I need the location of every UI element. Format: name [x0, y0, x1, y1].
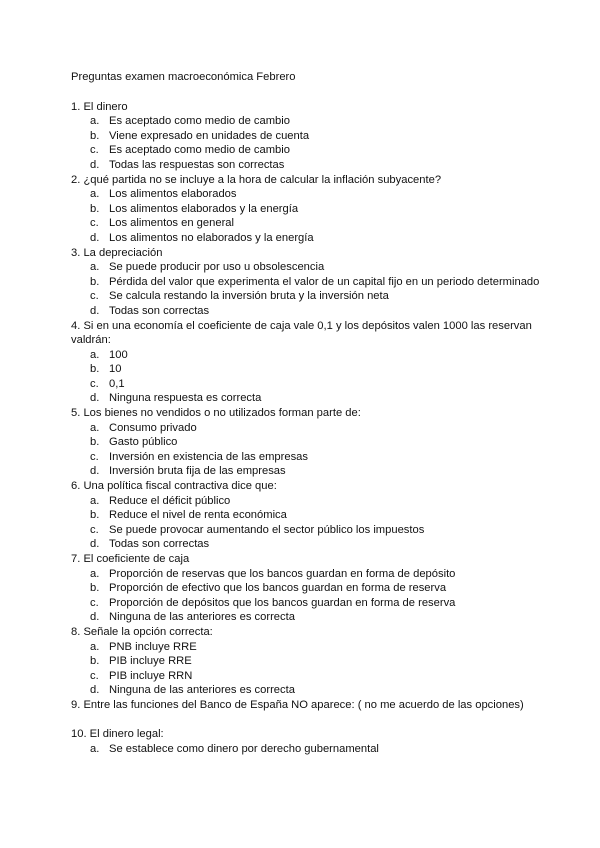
option-item — [71, 523, 541, 538]
option-text: Se puede producir por uso u obsolescencia — [109, 261, 325, 274]
question-text: 8. Señale la opción correcta: — [71, 625, 213, 638]
option-letter: c. — [90, 290, 99, 303]
option-item — [71, 537, 541, 552]
option-text: Consumo privado — [109, 421, 197, 434]
option-text: Los alimentos no elaborados y la energía — [109, 231, 314, 244]
question-text: 3. La depreciación — [71, 246, 163, 259]
option-text: Es aceptado como medio de cambio — [109, 115, 290, 128]
option-item — [71, 304, 541, 319]
option-text: Todas las respuestas son correctas — [109, 158, 285, 171]
option-letter: c. — [90, 669, 99, 682]
option-text: Los alimentos elaborados y la energía — [109, 202, 299, 215]
option-letter: c. — [90, 217, 99, 230]
option-text: Reduce el nivel de renta económica — [109, 509, 287, 522]
option-list — [71, 494, 541, 552]
question — [71, 552, 541, 625]
option-text: 10 — [109, 363, 122, 376]
question — [71, 173, 541, 246]
option-list — [71, 187, 541, 245]
option-text: Gasto público — [109, 436, 178, 449]
option-text: Es aceptado como medio de cambio — [109, 144, 290, 157]
option-list — [71, 742, 541, 757]
option-letter: a. — [90, 115, 100, 128]
question-text: 7. El coeficiente de caja — [71, 553, 190, 565]
question — [71, 727, 541, 756]
option-text: Se puede provocar aumentando el sector público los impuestos — [109, 523, 425, 536]
option-item — [71, 202, 541, 217]
option-item — [71, 348, 541, 363]
option-letter: a. — [90, 567, 100, 580]
option-letter: a. — [90, 494, 100, 507]
option-letter: d. — [90, 158, 100, 171]
option-letter: d. — [90, 611, 100, 624]
option-item — [71, 289, 541, 304]
option-text: PIB incluye RRE — [109, 655, 192, 668]
option-letter: b. — [90, 655, 100, 668]
option-letter: d. — [90, 538, 100, 551]
option-text: Pérdida del valor que experimenta el valor de un capital fijo en un periodo determinado — [109, 275, 540, 288]
option-letter: b. — [90, 129, 100, 142]
option-text: Proporción de reservas que los bancos guardan en forma de depósito — [109, 567, 456, 580]
option-letter: c. — [90, 377, 99, 390]
question — [71, 698, 541, 713]
question — [71, 246, 541, 319]
option-item — [71, 143, 541, 158]
option-item — [71, 260, 541, 275]
option-item — [71, 231, 541, 246]
option-item — [71, 640, 541, 655]
option-item — [71, 567, 541, 582]
option-text: Ninguna de las anteriores es correcta — [109, 684, 295, 697]
option-letter: c. — [90, 523, 99, 536]
option-text: Todas son correctas — [109, 304, 210, 317]
option-item — [71, 683, 541, 698]
option-text: Todas son correctas — [109, 538, 210, 551]
option-item — [71, 435, 541, 450]
option-item — [71, 275, 541, 290]
option-item — [71, 654, 541, 669]
option-item — [71, 421, 541, 436]
option-text: Los alimentos en general — [109, 217, 235, 230]
option-item — [71, 610, 541, 625]
question — [71, 406, 541, 479]
question-text: 5. Los bienes no vendidos o no utilizados forman parte de: — [71, 407, 361, 420]
document-title: Preguntas examen macroeconómica Febrero — [71, 71, 296, 83]
option-text: PNB incluye RRE — [109, 640, 197, 653]
question — [71, 100, 541, 173]
question-text: 6. Una política fiscal contractiva dice que: — [71, 480, 277, 493]
option-list — [71, 567, 541, 625]
option-list — [71, 348, 541, 406]
option-letter: a. — [90, 261, 100, 274]
option-letter: d. — [90, 304, 100, 317]
question — [71, 625, 541, 698]
option-letter: c. — [90, 596, 99, 609]
option-text: Reduce el déficit público — [109, 494, 231, 507]
document-content — [71, 70, 541, 756]
option-list — [71, 421, 541, 479]
option-letter: a. — [90, 348, 100, 361]
option-list — [71, 114, 541, 172]
option-list — [71, 640, 541, 698]
option-item — [71, 362, 541, 377]
option-text: Proporción de efectivo que los bancos guardan en forma de reserva — [109, 582, 447, 595]
option-text: Se calcula restando la inversión bruta y la inversión neta — [109, 290, 389, 303]
option-letter: a. — [90, 421, 100, 434]
question — [71, 319, 541, 407]
option-letter: b. — [90, 582, 100, 595]
option-item — [71, 377, 541, 392]
option-text: Inversión bruta fija de las empresas — [109, 465, 286, 478]
option-item — [71, 129, 541, 144]
option-letter: c. — [90, 144, 99, 157]
option-letter: d. — [90, 392, 100, 405]
question-text: 9. Entre las funciones del Banco de España NO aparece: ( no me acuerdo de las opciones) — [71, 698, 524, 711]
option-item — [71, 596, 541, 611]
option-letter: b. — [90, 275, 100, 288]
option-text: Ninguna de las anteriores es correcta — [109, 611, 295, 624]
option-text: Proporción de depósitos que los bancos guardan en forma de reserva — [109, 596, 456, 609]
option-letter: b. — [90, 202, 100, 215]
question-text: 2. ¿qué partida no se incluye a la hora de calcular la inflación subyacente? — [71, 173, 442, 186]
question-text: 4. Si en una economía el coeficiente de caja vale 0,1 y los depósitos valen 1000 las reservan valdrán: — [71, 319, 532, 347]
question-list — [71, 100, 541, 757]
question-text: 1. El dinero — [71, 100, 128, 113]
option-item — [71, 508, 541, 523]
option-text: 0,1 — [109, 377, 125, 390]
option-item — [71, 158, 541, 173]
option-letter: b. — [90, 509, 100, 522]
option-item — [71, 391, 541, 406]
option-item — [71, 114, 541, 129]
option-text: Se establece como dinero por derecho gubernamental — [109, 742, 379, 755]
option-letter: b. — [90, 363, 100, 376]
option-text: 100 — [109, 348, 128, 361]
option-letter: c. — [90, 450, 99, 463]
option-item — [71, 742, 541, 757]
option-item — [71, 464, 541, 479]
option-letter: d. — [90, 231, 100, 244]
option-letter: d. — [90, 465, 100, 478]
option-item — [71, 669, 541, 684]
option-text: Los alimentos elaborados — [109, 188, 237, 201]
question — [71, 479, 541, 552]
option-letter: b. — [90, 436, 100, 449]
option-item — [71, 187, 541, 202]
option-item — [71, 494, 541, 509]
option-letter: a. — [90, 640, 100, 653]
option-item — [71, 216, 541, 231]
question-text: 10. El dinero legal: — [71, 728, 164, 741]
option-text: Viene expresado en unidades de cuenta — [109, 129, 310, 142]
option-letter: d. — [90, 684, 100, 697]
option-item — [71, 581, 541, 596]
option-text: Inversión en existencia de las empresas — [109, 450, 308, 463]
option-item — [71, 450, 541, 465]
option-letter: a. — [90, 188, 100, 201]
option-letter: a. — [90, 742, 100, 755]
option-text: Ninguna respuesta es correcta — [109, 392, 262, 405]
paragraph-gap — [71, 713, 541, 728]
option-list — [71, 260, 541, 318]
option-text: PIB incluye RRN — [109, 669, 193, 682]
